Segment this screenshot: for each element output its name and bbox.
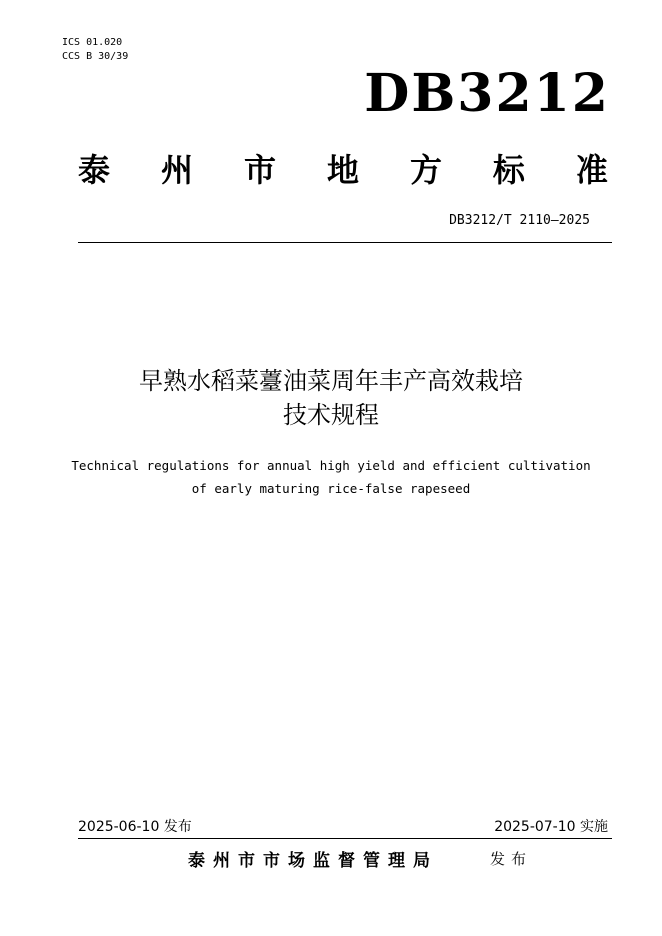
header-divider bbox=[78, 242, 612, 243]
footer-divider bbox=[78, 838, 612, 839]
standard-title-char: 市 bbox=[243, 151, 276, 189]
ccs-code: CCS B 30/39 bbox=[62, 51, 129, 62]
standard-title-char: 方 bbox=[409, 151, 442, 189]
implementation-date: 2025-07-10 实施 bbox=[494, 819, 608, 835]
standard-title-char: 准 bbox=[575, 151, 608, 189]
standard-title-char: 州 bbox=[160, 151, 193, 189]
classification-codes bbox=[62, 36, 128, 64]
title-english-line1: Technical regulations for annual high yield and efficient cultivation bbox=[71, 458, 591, 473]
standard-title-char: 泰 bbox=[78, 151, 111, 189]
standard-title-char: 地 bbox=[326, 151, 359, 189]
db-logo: DB3212 bbox=[364, 63, 610, 124]
title-english-line2: of early maturing rice-false rapeseed bbox=[191, 481, 471, 496]
ics-code: ICS 01.020 bbox=[62, 37, 123, 48]
standard-number: DB3212/T 2110—2025 bbox=[449, 213, 590, 228]
title-chinese-line1: 早熟水稻菜薹油菜周年丰产高效栽培 bbox=[139, 367, 523, 395]
issue-label: 发布 bbox=[490, 850, 533, 868]
standard-title bbox=[78, 146, 608, 190]
document-title-chinese bbox=[0, 364, 662, 432]
release-date: 2025-06-10 发布 bbox=[78, 819, 192, 835]
document-title-english bbox=[0, 454, 662, 500]
title-chinese-line2: 技术规程 bbox=[283, 401, 379, 429]
standard-title-char: 标 bbox=[492, 151, 525, 189]
issuing-authority: 泰州市市场监督管理局 bbox=[188, 851, 438, 871]
